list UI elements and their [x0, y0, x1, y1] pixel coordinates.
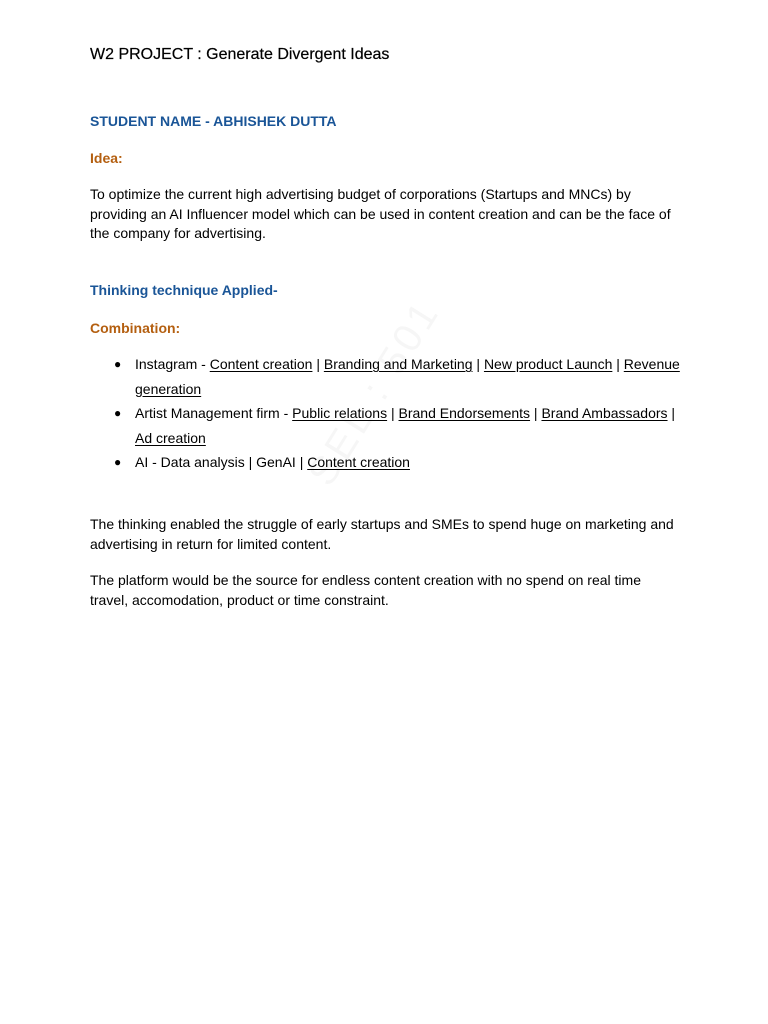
list-separator: |	[612, 356, 624, 372]
list-item-prefix: Artist Management firm -	[135, 405, 293, 421]
list-item	[90, 401, 680, 450]
conclusion-paragraph-2: The platform would be the source for endless content creation with no spend on real time travel, accomodation, product or time constraint.	[90, 572, 641, 608]
bullet-icon: ●	[114, 455, 122, 469]
list-item-keyword: Ad creation	[135, 429, 206, 446]
combination-heading: Combination:	[90, 320, 181, 336]
list-item-keyword: Branding and Marketing	[323, 356, 473, 372]
list-separator: |	[530, 405, 542, 421]
list-item-keyword: Public relations	[292, 405, 388, 421]
list-item-keyword: Content creation	[209, 356, 313, 372]
bullet-icon: ●	[114, 406, 122, 420]
list-item-keyword: New product Launch	[483, 356, 613, 372]
list-item-keyword: Content creation	[307, 454, 410, 470]
student-name: STUDENT NAME - ABHISHEK DUTTA	[90, 113, 337, 129]
list-item-prefix: AI - Data analysis | GenAI |	[135, 454, 308, 470]
list-separator: |	[312, 356, 324, 372]
list-item	[90, 450, 680, 475]
conclusion-paragraph-1: The thinking enabled the struggle of early startups and SMEs to spend huge on marketing and advertising in return for limited content.	[90, 516, 674, 552]
list-separator: |	[472, 356, 484, 372]
list-item-keyword: Brand Ambassadors	[541, 405, 668, 421]
list-separator: |	[387, 405, 399, 421]
combination-list	[90, 352, 680, 475]
idea-heading: Idea:	[90, 150, 123, 166]
list-item-keyword: Revenue generation	[135, 356, 680, 397]
list-item-keyword: Brand Endorsements	[398, 405, 531, 421]
list-item	[90, 352, 680, 401]
bullet-icon: ●	[114, 357, 122, 371]
list-item-prefix: Instagram -	[135, 356, 210, 372]
list-separator: |	[667, 405, 676, 421]
technique-heading: Thinking technique Applied-	[90, 282, 278, 298]
idea-paragraph: To optimize the current high advertising budget of corporations (Startups and MNCs) by providing an AI Influencer model which can be used in content creation and can be the face of the company for advertising.	[90, 186, 671, 241]
page-title: W2 PROJECT : Generate Divergent Ideas	[90, 46, 390, 63]
